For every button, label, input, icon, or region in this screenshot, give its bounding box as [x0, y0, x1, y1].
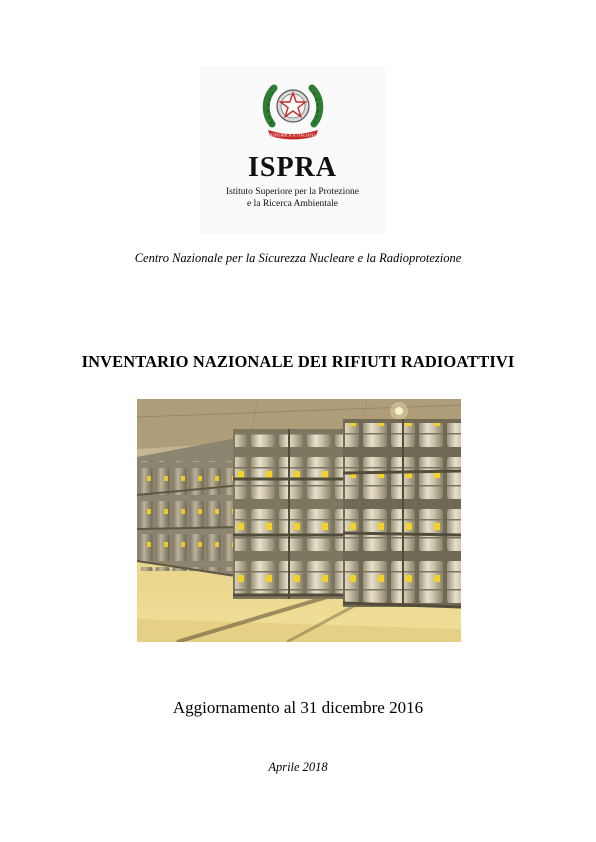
svg-text:REPUBBLICA ITALIANA: REPUBBLICA ITALIANA	[269, 132, 317, 138]
italian-republic-emblem-icon	[260, 76, 326, 142]
document-title: INVENTARIO NAZIONALE DEI RIFIUTI RADIOATTIVI	[81, 352, 515, 371]
update-date-line: Aggiornamento al 31 dicembre 2016	[172, 698, 424, 717]
centre-name: Centro Nazionale per la Sicurezza Nucleare e la Radioprotezione	[134, 251, 462, 265]
org-name-line-2: e la Ricerca Ambientale	[247, 199, 338, 209]
org-acronym: ISPRA	[247, 152, 337, 183]
warehouse-drums-photo	[137, 399, 461, 642]
ispra-logo	[200, 66, 385, 234]
org-name-line-1: Istituto Superiore per la Protezione	[226, 187, 359, 197]
warehouse-photo-illustration	[137, 399, 461, 642]
publication-date: Aprile 2018	[268, 760, 328, 774]
